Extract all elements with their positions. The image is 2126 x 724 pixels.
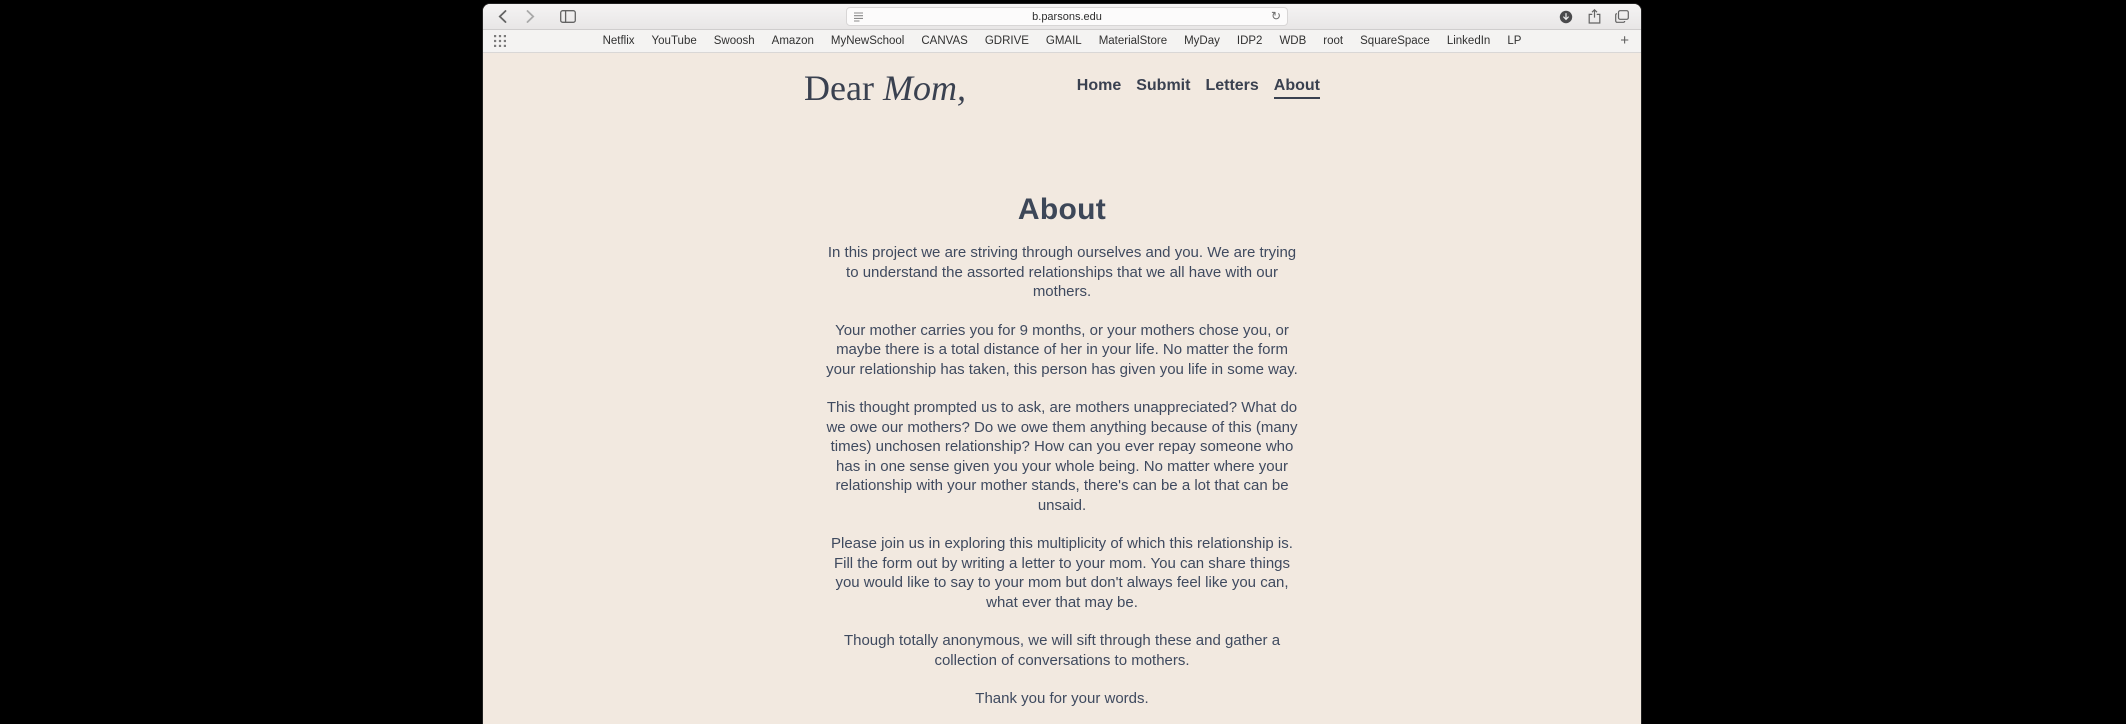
address-url: b.parsons.edu [1032,10,1102,23]
site-header [804,63,1320,113]
bookmark-item[interactable]: IDP2 [1236,35,1263,47]
bookmark-item[interactable]: SquareSpace [1360,35,1430,47]
back-icon [498,10,507,23]
bookmarks-list [603,35,1522,47]
bookmark-item[interactable]: root [1323,35,1344,47]
bookmark-item[interactable]: Netflix [602,35,635,47]
nav-submit[interactable]: Submit [1136,77,1191,94]
forward-icon [526,10,535,23]
site-nav [1077,77,1320,99]
bookmark-item[interactable]: CANVAS [921,35,968,47]
browser-toolbar [483,4,1641,30]
site-logo[interactable] [804,67,966,109]
address-bar[interactable] [846,7,1288,26]
about-paragraph: Though totally anonymous, we will sift through these and gather a collection of conversations to mothers. [843,632,1281,669]
bookmark-item[interactable]: MyNewSchool [830,35,905,47]
downloads-icon [1559,10,1573,24]
bookmark-item[interactable]: Amazon [771,35,814,47]
logo-text-regular: Dear [804,68,874,108]
about-section [804,193,1320,709]
forward-button[interactable] [521,8,539,26]
bookmark-item[interactable]: LP [1507,35,1522,47]
bookmark-item[interactable]: GDRIVE [984,35,1029,47]
logo-text-italic: Mom, [882,68,966,108]
page-content [483,53,1641,724]
about-paragraph: In this project we are striving through ourselves and you. We are trying to understand the assorted relationships that we all have with our mothers. [827,244,1297,300]
page-container [804,53,1320,709]
about-paragraph: Your mother carries you for 9 months, or your mothers chose you, or maybe there is a total distance of her in your life. No matter the form your relationship has taken, this person has given you life in some way. [826,321,1298,378]
sidebar-icon [560,10,576,23]
nav-button-group [493,8,577,26]
about-title: About [1017,193,1107,226]
bookmark-item[interactable]: LinkedIn [1446,35,1491,47]
share-button[interactable] [1585,8,1603,26]
bookmarks-bar [483,30,1641,53]
reader-icon[interactable] [853,11,864,22]
favorites-grid-icon[interactable] [494,35,506,47]
about-paragraph: Thank you for your words. [975,690,1149,707]
bookmark-item[interactable]: WDB [1279,35,1307,47]
nav-home[interactable]: Home [1076,77,1122,94]
nav-about[interactable]: About [1274,77,1320,99]
refresh-icon[interactable]: ↻ [1270,9,1281,23]
about-paragraph: Please join us in exploring this multiplicity of which this relationship is. Fill the form out by writing a letter to your mom. You can share things you would like to say to your mom but don't always feel like you can, what ever that may be. [831,535,1293,611]
downloads-button[interactable] [1557,8,1575,26]
bookmark-item[interactable]: MaterialStore [1098,35,1168,47]
sidebar-button[interactable] [559,8,577,26]
bookmark-item[interactable]: Swoosh [713,35,755,47]
share-icon [1588,9,1601,24]
nav-letters[interactable]: Letters [1205,77,1259,94]
tabs-icon [1615,10,1629,23]
tabs-button[interactable] [1613,8,1631,26]
safari-window [483,4,1641,724]
toolbar-right-group [1557,8,1631,26]
back-button[interactable] [493,8,511,26]
about-paragraph: This thought prompted us to ask, are mothers unappreciated? What do we owe our mothers? Do we owe them anything because of this (many times) unchosen relationship? How can you ever repay someone who has in one sense given you your whole being. No matter where your relationship with your mother stands, there's can be a lot that can be unsaid. [826,399,1298,514]
new-tab-button[interactable]: + [1620,32,1629,49]
bookmark-item[interactable]: GMAIL [1045,35,1082,47]
bookmark-item[interactable]: YouTube [651,35,697,47]
bookmark-item[interactable]: MyDay [1184,35,1220,47]
